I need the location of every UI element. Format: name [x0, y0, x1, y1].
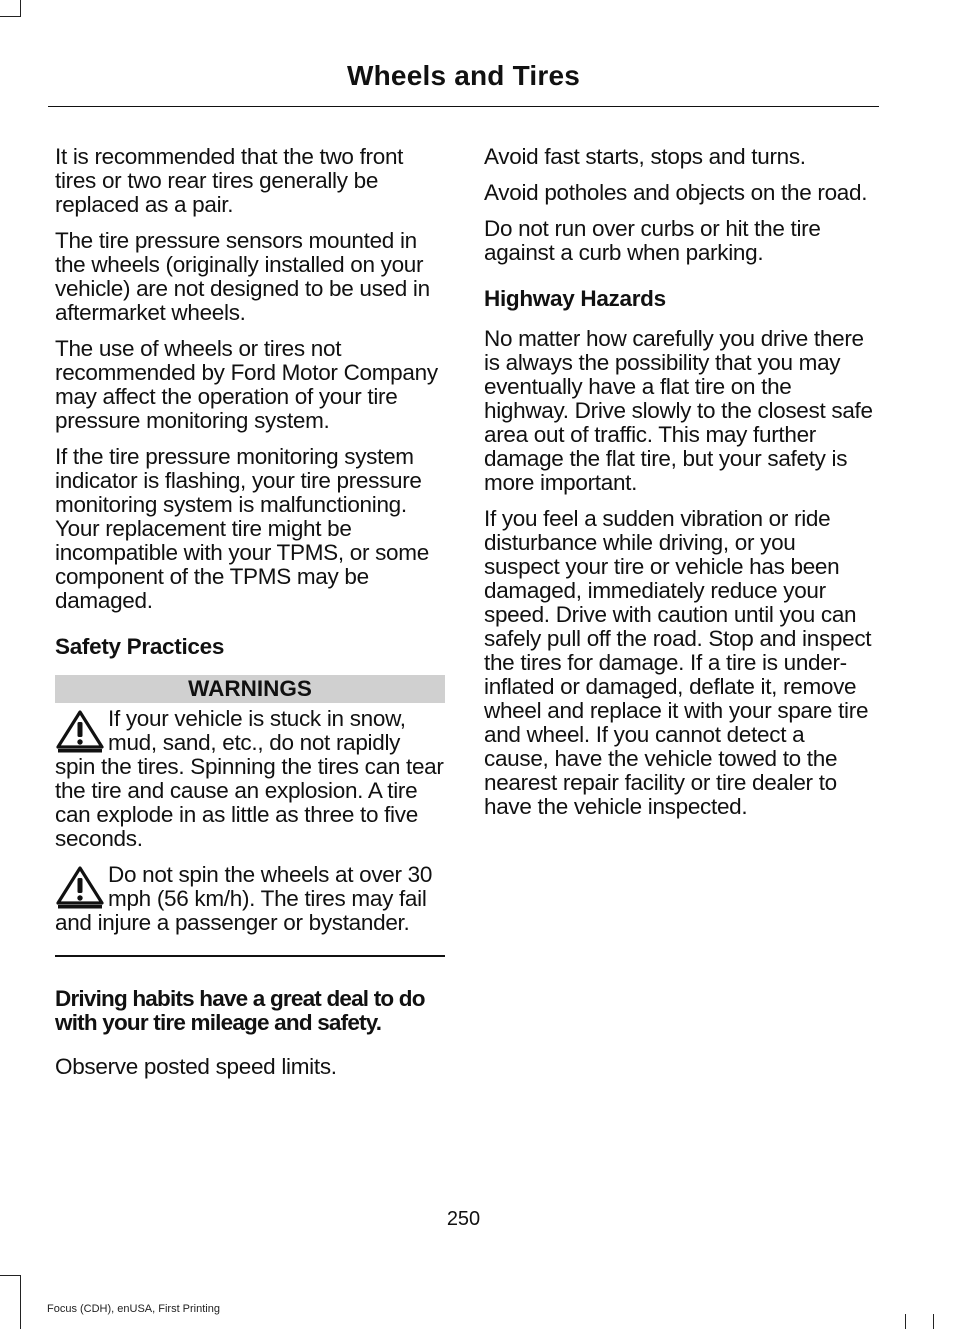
title-divider	[48, 106, 879, 107]
heading-safety-practices: Safety Practices	[55, 634, 225, 659]
paragraph-vibration: If you feel a sudden vibration or ride disturbance while driving, or you suspect your tire or vehicle has been damaged, immediately reduce your speed. Drive with caution until you can safely pull off the road. Stop and inspect the tires for damage. If a tire is under-inflated or damaged, deflate it, remove wheel and replace it with your spare tire and wheel. If you cannot detect a cause, have the vehicle towed to the nearest repair facility or tire dealer to have the vehicle inspected.	[484, 506, 872, 819]
paragraph-avoid-fast-starts: Avoid fast starts, stops and turns.	[484, 144, 806, 169]
warning-text-spin-speed: Do not spin the wheels at over 30 mph (56 km/h). The tires may fail and injure a passenger or bystander.	[55, 862, 433, 935]
paragraph-tpms-flashing: If the tire pressure monitoring system indicator is flashing, your tire pressure monitoring system is malfunctioning. Your replacement tire might be incompatible with your TPMS, or some component of the TPMS may be damaged.	[55, 444, 429, 613]
paragraph-speed-limits: Observe posted speed limits.	[55, 1054, 337, 1079]
left-column	[55, 145, 445, 1091]
page-title: Wheels and Tires	[347, 60, 580, 91]
heading-highway-hazards: Highway Hazards	[484, 286, 666, 311]
crop-mark-top-left-horizontal	[0, 16, 21, 17]
paragraph-non-recommended-wheels: The use of wheels or tires not recommended by Ford Motor Company may affect the operation of your tire pressure monitoring system.	[55, 336, 438, 433]
crop-mark-top-left-vertical	[20, 0, 21, 16]
warning-triangle-icon	[55, 709, 105, 755]
crop-mark-bottom-right-a	[905, 1314, 906, 1329]
paragraph-replace-pair: It is recommended that the two front tires or two rear tires generally be replaced as a pair.	[55, 144, 404, 217]
page-number: 250	[446, 1208, 481, 1230]
print-info: Focus (CDH), enUSA, First Printing	[47, 1303, 220, 1315]
crop-mark-bottom-left-horizontal	[0, 1275, 21, 1276]
paragraph-flat-tire: No matter how carefully you drive there is always the possibility that you may eventually have a flat tire on the highway. Drive slowly to the closest safe area out of traffic. This may further damage the flat tire, but your safety is more important.	[484, 326, 873, 495]
warnings-end-divider	[55, 955, 445, 957]
heading-driving-habits: Driving habits have a great deal to do with your tire mileage and safety.	[55, 986, 425, 1035]
paragraph-avoid-potholes: Avoid potholes and objects on the road.	[484, 180, 868, 205]
crop-mark-bottom-right-b	[933, 1314, 934, 1329]
right-column	[484, 145, 874, 831]
paragraph-curbs: Do not run over curbs or hit the tire against a curb when parking.	[484, 216, 821, 265]
warning-item	[55, 863, 445, 935]
warning-item	[55, 707, 445, 851]
warnings-header: WARNINGS	[55, 675, 445, 703]
paragraph-tpms-sensors: The tire pressure sensors mounted in the wheels (originally installed on your vehicle) are not designed to be used in aftermarket wheels.	[55, 228, 430, 325]
warning-triangle-icon	[55, 865, 105, 911]
warning-text-stuck: If your vehicle is stuck in snow, mud, sand, etc., do not rapidly spin the tires. Spinning the tires can tear the tire and cause an explosion. A tire can explode in as little as three to five seconds.	[55, 706, 444, 851]
crop-mark-bottom-left-vertical	[20, 1275, 21, 1329]
